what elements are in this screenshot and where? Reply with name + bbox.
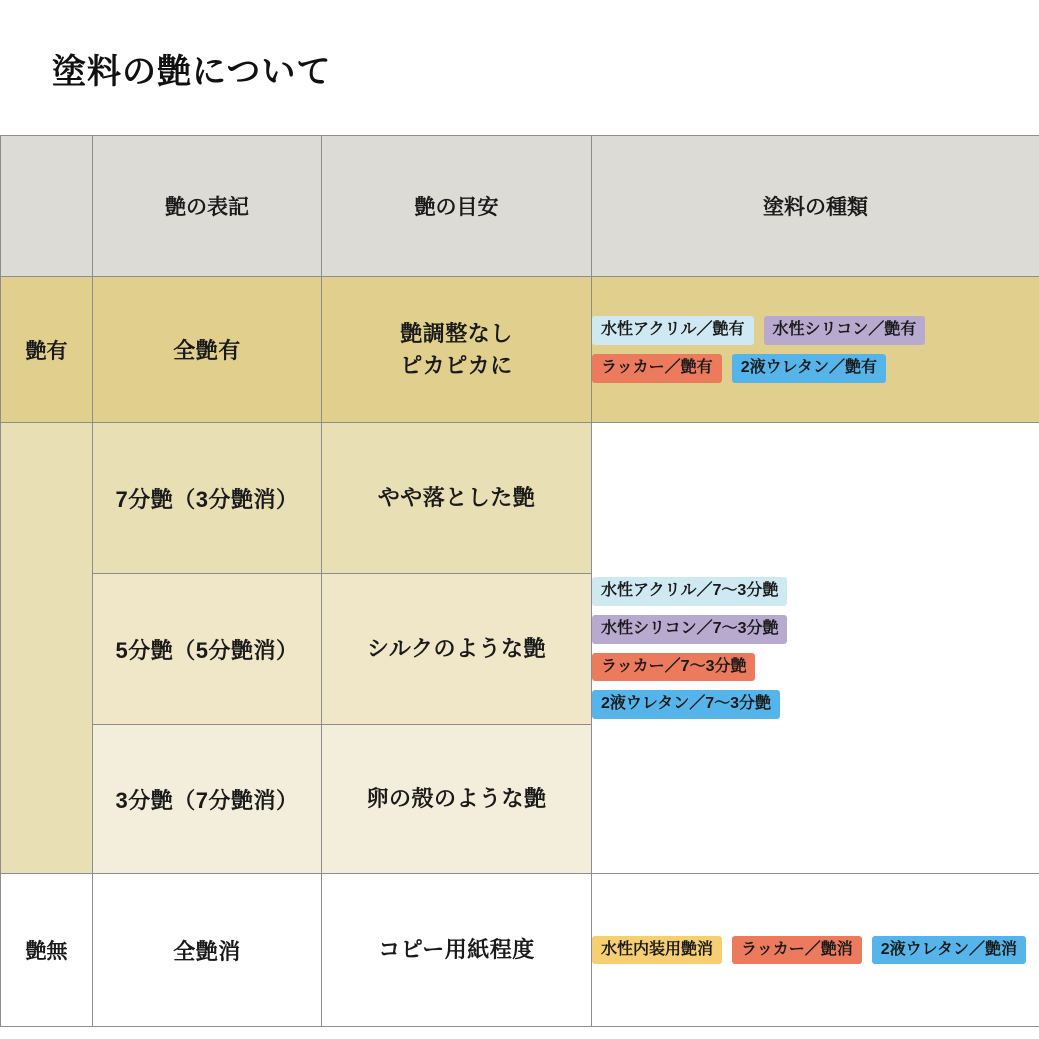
group-label-gloss: 艶有 — [1, 277, 93, 423]
tag-list — [592, 577, 1039, 718]
tag-list — [592, 936, 1039, 965]
paint-tag: 水性シリコン／7〜3分艶 — [592, 615, 787, 644]
column-header-notation: 艶の表記 — [93, 136, 322, 277]
paint-tag: ラッカー／7〜3分艶 — [592, 653, 755, 682]
gloss-guide: コピー用紙程度 — [322, 874, 592, 1027]
table-header — [1, 136, 1039, 277]
group-label-matte: 艶無 — [1, 874, 93, 1027]
gloss-guide-line: 艶調整なし — [400, 320, 513, 346]
paint-tag: 水性シリコン／艶有 — [764, 316, 926, 345]
gloss-table — [0, 135, 1039, 1027]
gloss-guide: やや落とした艶 — [322, 423, 592, 574]
paint-tag: 水性内装用艶消 — [592, 936, 722, 965]
gloss-notation: 全艶消 — [93, 874, 322, 1027]
gloss-guide: 卵の殻のような艶 — [322, 725, 592, 874]
paint-types-cell — [592, 277, 1039, 423]
gloss-notation: 5分艶（5分艶消） — [93, 574, 322, 725]
column-header-blank — [1, 136, 93, 277]
page-title: 塗料の艶について — [52, 53, 332, 91]
paint-tag: 水性アクリル／艶有 — [592, 316, 754, 345]
column-header-paint-types: 塗料の種類 — [592, 136, 1039, 277]
paint-tag: ラッカー／艶消 — [732, 936, 862, 965]
column-header-guide: 艶の目安 — [322, 136, 592, 277]
paint-tag: 水性アクリル／7〜3分艶 — [592, 577, 787, 606]
gloss-notation: 7分艶（3分艶消） — [93, 423, 322, 574]
gloss-notation: 全艶有 — [93, 277, 322, 423]
table-header-row — [1, 136, 1039, 277]
tag-list — [592, 316, 1039, 382]
gloss-guide — [322, 277, 592, 423]
table-row — [1, 874, 1039, 1027]
table-row — [1, 277, 1039, 423]
paint-tag: 2液ウレタン／艶消 — [872, 936, 1026, 965]
paint-tag: 2液ウレタン／7〜3分艶 — [592, 690, 780, 719]
paint-tag: 2液ウレタン／艶有 — [732, 354, 886, 383]
table-row — [1, 423, 1039, 574]
paint-types-cell — [592, 874, 1039, 1027]
paint-types-cell — [592, 423, 1039, 874]
paint-tag: ラッカー／艶有 — [592, 354, 722, 383]
gloss-notation: 3分艶（7分艶消） — [93, 725, 322, 874]
table-body — [1, 277, 1039, 1027]
group-label-blank — [1, 423, 93, 874]
gloss-guide-line: ピカピカに — [400, 352, 513, 378]
gloss-guide: シルクのような艶 — [322, 574, 592, 725]
